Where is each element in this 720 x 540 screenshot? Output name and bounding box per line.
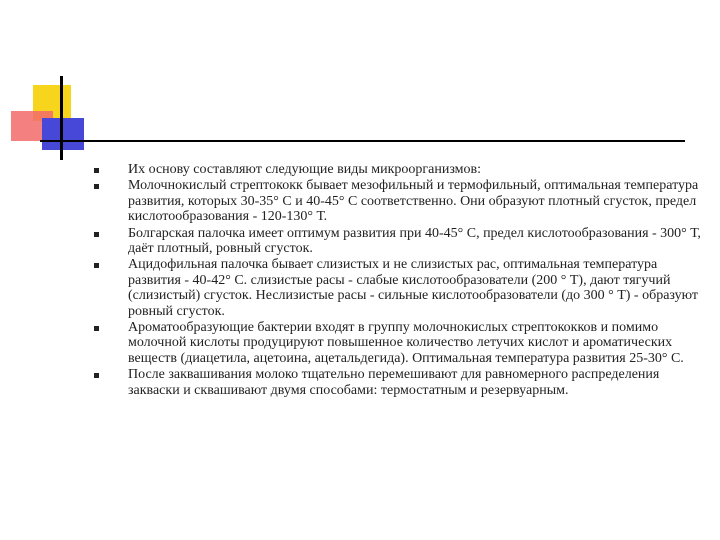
list-item-text: Ароматообразующие бактерии входят в группу молочнокислых стрептококков и помимо молочной кислоты продуцируют повышенное количество летучих кислот и ароматических веществ (диацетила, ацетоина, ацетальдегида). Оптимальная температура развития 25-30° С. bbox=[128, 320, 684, 366]
square-bullet-icon bbox=[94, 184, 99, 189]
bullet-list bbox=[92, 162, 702, 399]
list-item bbox=[92, 226, 702, 257]
list-item-text: Их основу составляют следующие виды микроорганизмов: bbox=[128, 162, 482, 177]
list-item-text: Молочнокислый стрептококк бывает мезофильный и термофильный, оптимальная температура развития, которых 30-35° С и 40-45° С соответственно. Они образуют плотный сгусток, предел кислотообразования - 120-130° Т. bbox=[128, 178, 699, 225]
square-bullet-icon bbox=[94, 232, 99, 237]
square-bullet-icon bbox=[94, 326, 99, 331]
list-item bbox=[92, 162, 702, 177]
square-bullet-icon bbox=[94, 263, 99, 268]
square-bullet-icon bbox=[94, 168, 99, 173]
list-item-text: Болгарская палочка имеет оптимум развития при 40-45° С, предел кислотообразования - 300° Т, даёт плотный, ровный сгусток. bbox=[128, 225, 701, 257]
list-item bbox=[92, 320, 702, 366]
vertical-rule bbox=[60, 76, 63, 160]
horizontal-rule bbox=[40, 140, 685, 142]
list-item bbox=[92, 367, 702, 398]
list-item-text: После заквашивания молоко тщательно перемешивают для равномерного распределения закваски и сквашивают двумя способами: термостатным и резервуарным. bbox=[128, 367, 660, 398]
square-bullet-icon bbox=[94, 373, 99, 378]
list-item-text: Ацидофильная палочка бывает слизистых и не слизистых рас, оптимальная температура развития - 40-42° С. слизистые расы - слабые кислотообразователи (200 ° Т), дают тягучий (слизистый) сгусток. Неслизистые расы - сильные кислотообразователи (до 300 ° Т) - образуют ровный сгусток. bbox=[128, 257, 699, 319]
list-item bbox=[92, 257, 702, 319]
blue-square-decoration bbox=[42, 118, 84, 150]
list-item bbox=[92, 178, 702, 224]
